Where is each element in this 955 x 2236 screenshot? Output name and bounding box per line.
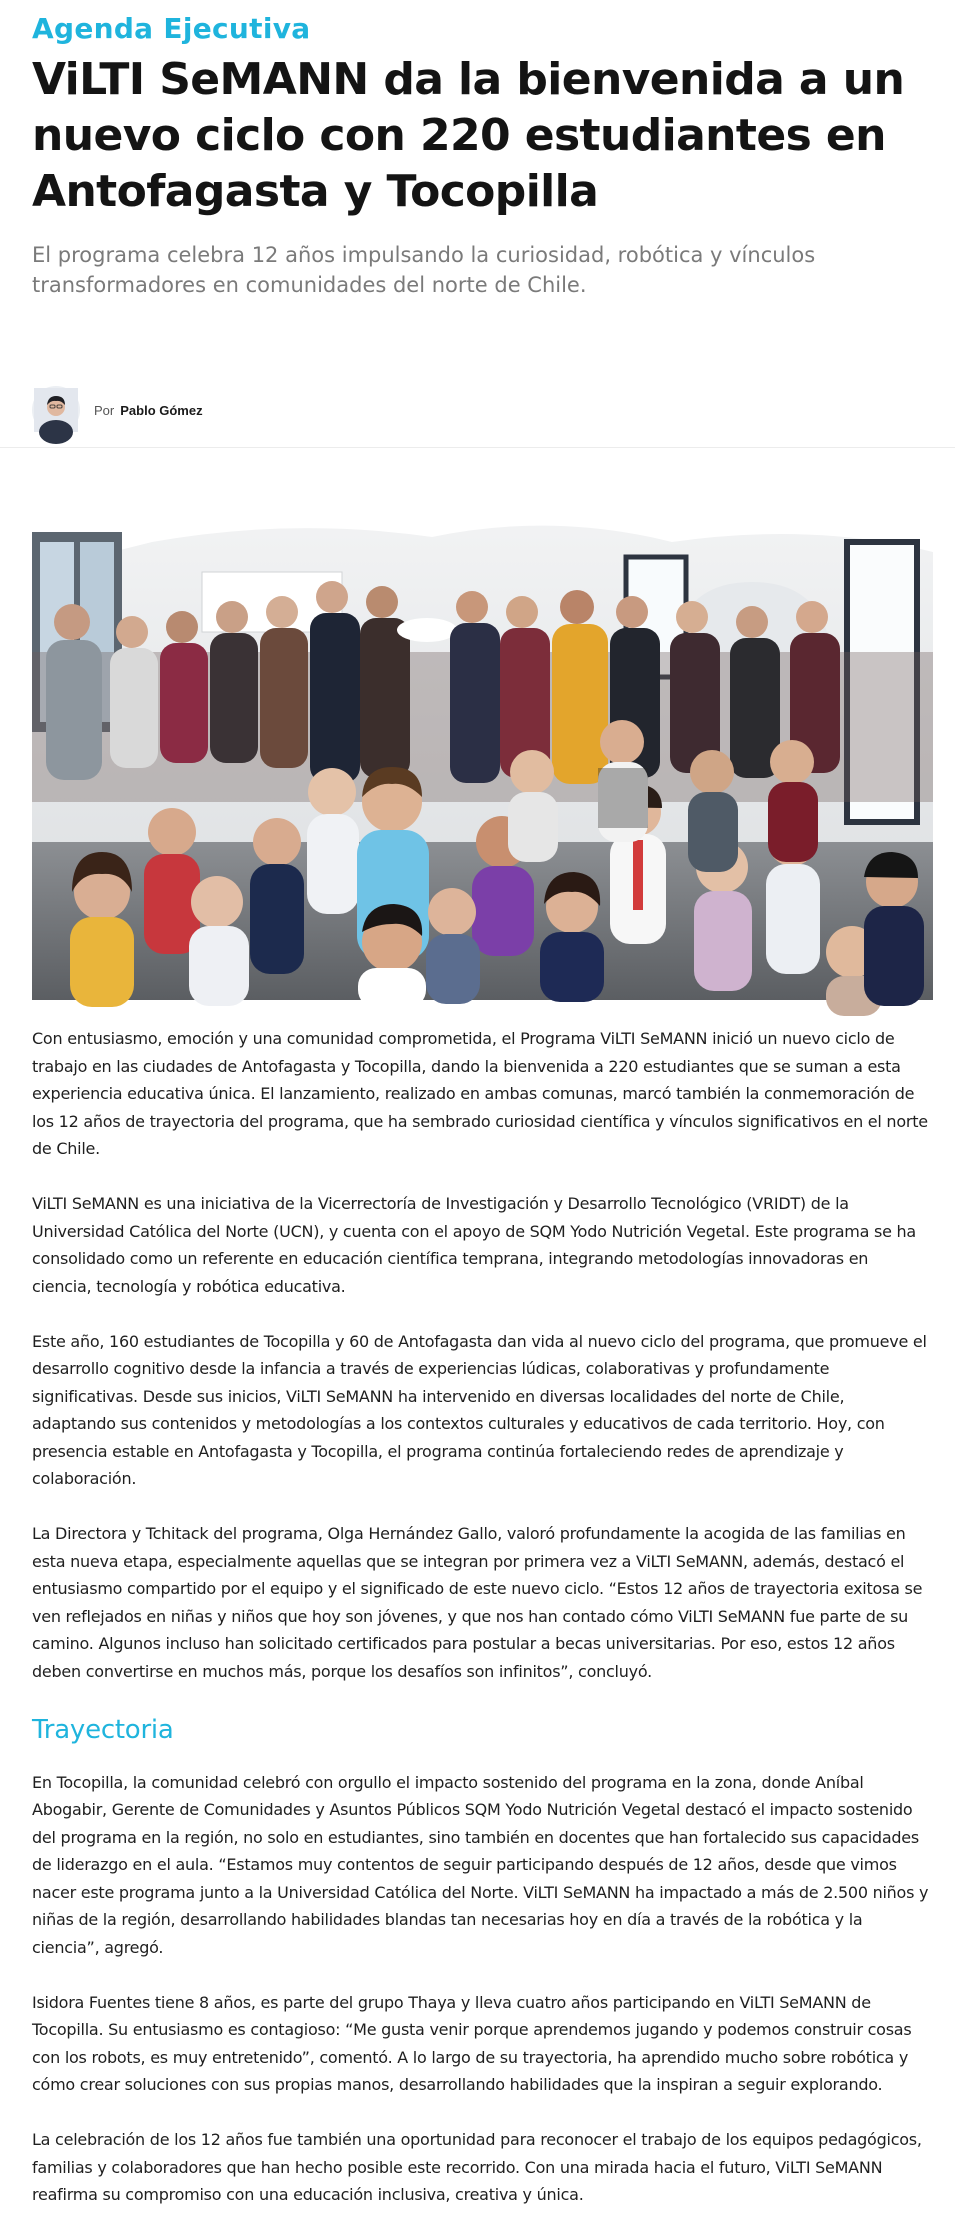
paragraph: ViLTI SeMANN es una iniciativa de la Vicerrectoría de Investigación y Desarrollo Tecnológico (VRIDT) de la Universidad Católica del Norte (UCN), y cuenta con el apoyo de SQM Yodo Nutrición Vegetal. Este programa se ha consolidado como un referente en educación científica temprana, integrando metodologías innovadoras en ciencia, tecnología y robótica educativa. <box>32 1194 916 1296</box>
byline-prefix: Por <box>94 402 115 418</box>
header-divider <box>0 447 955 448</box>
author-avatar-icon[interactable] <box>32 386 80 434</box>
article-subtitle: El programa celebra 12 años impulsando la curiosidad, robótica y vínculos transformadores en comunidades del norte de Chile. <box>32 243 816 297</box>
paragraph: En Tocopilla, la comunidad celebró con orgullo el impacto sostenido del programa en la zona, donde Aníbal Abogabir, Gerente de Comunidades y Asuntos Públicos SQM Yodo Nutrición Vegetal destacó el impacto sostenido del programa en la región, no solo en estudiantes, sino también en docentes que han fortalecido sus capacidades de liderazgo en el aula. “Estamos muy contentos de seguir participando después de 12 años, desde que vimos nacer este programa junto a la Universidad Católica del Norte. ViLTI SeMANN ha impactado a más de 2.500 niños y niñas de la región, desarrollando habilidades blandas tan necesarias hoy en día a través de la robótica y la ciencia”, agregó. <box>32 1772 929 1957</box>
author-byline <box>32 385 203 435</box>
group-photo-icon <box>32 512 933 1000</box>
article-body <box>32 1025 932 2236</box>
paragraph: La Directora y Tchitack del programa, Olga Hernández Gallo, valoró profundamente la acogida de las familias en esta nueva etapa, especialmente aquellas que se integran por primera vez a ViLTI SeMANN, además, destacó el entusiasmo compartido por el equipo y el significado de este nuevo ciclo. “Estos 12 años de trayectoria exitosa se ven reflejados en niñas y niños que hoy son jóvenes, y que nos han contado cómo ViLTI SeMANN fue parte de su camino. Algunos incluso han solicitado certificados para postular a becas universitarias. Por eso, estos 12 años deben convertirse en muchos más, porque los desafíos son infinitos”, concluyó. <box>32 1524 923 1681</box>
hero-image <box>32 512 933 1000</box>
author-name[interactable]: Pablo Gómez <box>120 402 203 418</box>
article-title: ViLTI SeMANN da la bienvenida a un nuevo ciclo con 220 estudiantes en Antofagasta y Tocopilla <box>32 54 905 217</box>
paragraph: Isidora Fuentes tiene 8 años, es parte del grupo Thaya y lleva cuatro años participando en ViLTI SeMANN de Tocopilla. Su entusiasmo es contagioso: “Me gusta venir porque aprendemos jugando y podemos construir cosas con los robots, es muy entretenido”, comentó. A lo largo de su trayectoria, ha aprendido mucho sobre robótica y cómo crear soluciones con sus propias manos, desarrollando habilidades que la inspiran a seguir explorando. <box>32 1992 912 2094</box>
section-heading: Trayectoria <box>32 1714 174 1745</box>
paragraph: Este año, 160 estudiantes de Tocopilla y 60 de Antofagasta dan vida al nuevo ciclo del programa, que promueve el desarrollo cognitivo desde la infancia a través de experiencias lúdicas, colaborativas y profundamente significativas. Desde sus inicios, ViLTI SeMANN ha intervenido en diversas localidades del norte de Chile, adaptando sus contenidos y metodologías a los contextos culturales y educativos de cada territorio. Hoy, con presencia estable en Antofagasta y Tocopilla, el programa continúa fortaleciendo redes de aprendizaje y colaboración. <box>32 1331 927 1488</box>
category-label[interactable]: Agenda Ejecutiva <box>32 12 311 45</box>
paragraph: La celebración de los 12 años fue también una oportunidad para reconocer el trabajo de los equipos pedagógicos, familias y colaboradores que han hecho posible este recorrido. Con una mirada hacia el futuro, ViLTI SeMANN reafirma su compromiso con una educación inclusiva, creativa y única. <box>32 2130 922 2204</box>
paragraph: Con entusiasmo, emoción y una comunidad comprometida, el Programa ViLTI SeMANN inició un nuevo ciclo de trabajo en las ciudades de Antofagasta y Tocopilla, dando la bienvenida a 220 estudiantes que se suman a esta experiencia educativa única. El lanzamiento, realizado en ambas comunas, marcó también la conmemoración de los 12 años de trayectoria del programa, que ha sembrado curiosidad científica y vínculos significativos en el norte de Chile. <box>32 1029 928 1158</box>
